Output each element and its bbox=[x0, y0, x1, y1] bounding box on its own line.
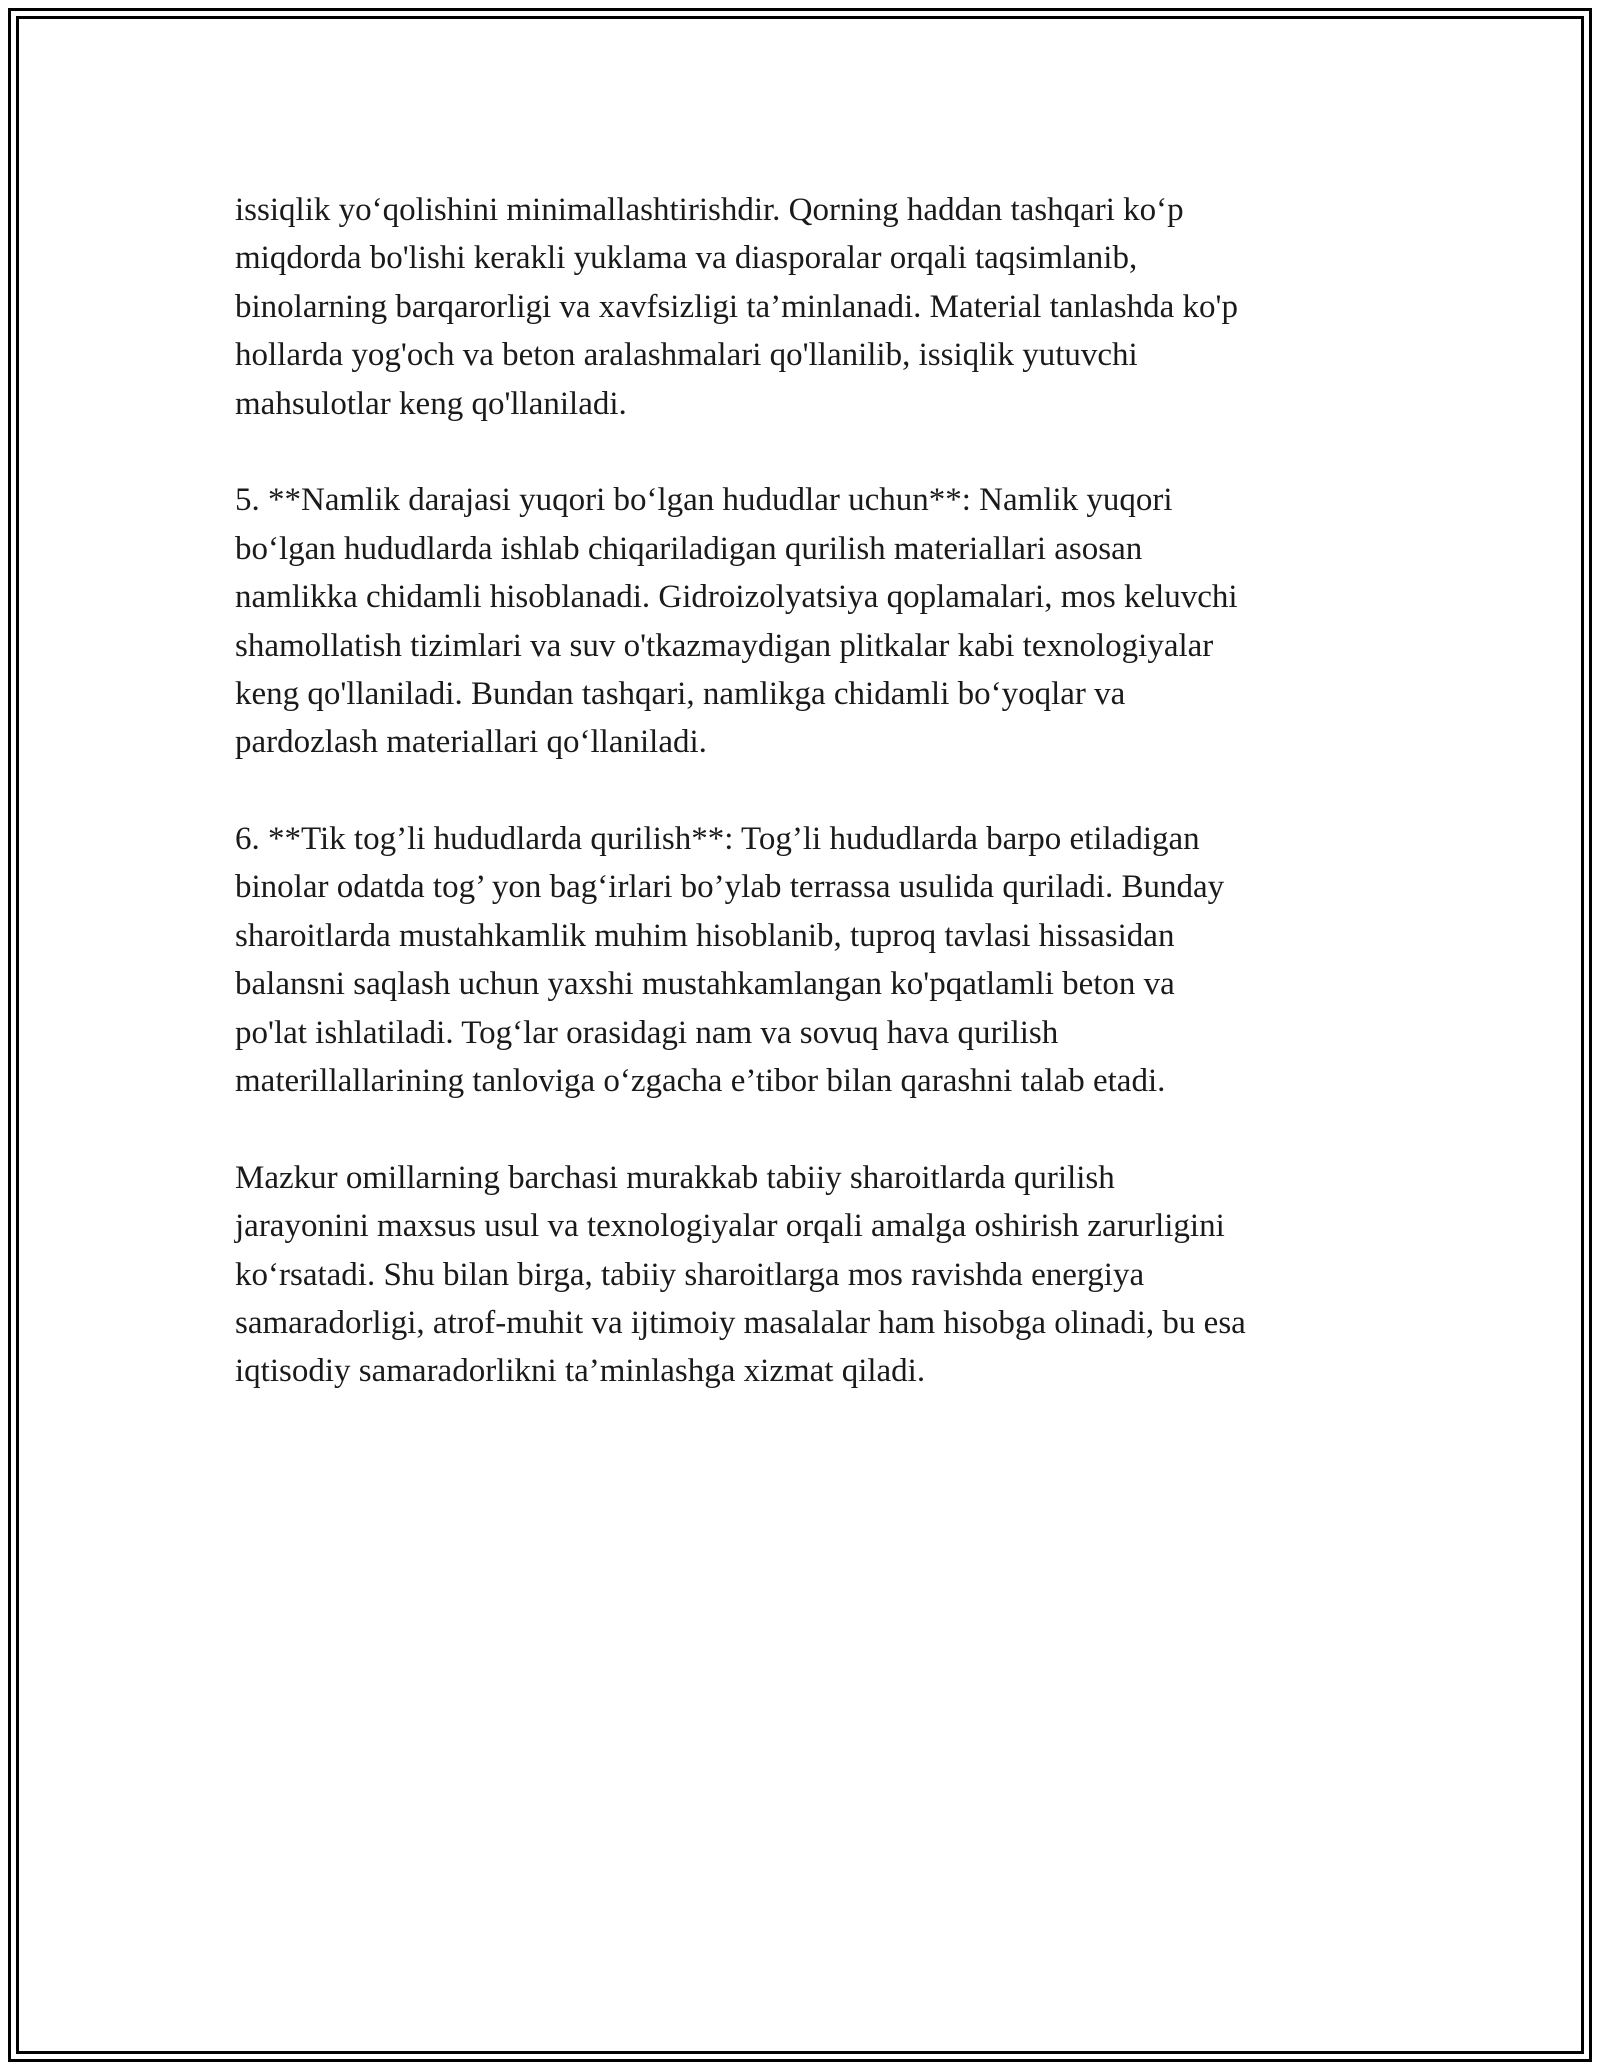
text-line: shamollatish tizimlari va suv o'tkazmaydigan plitkalar kabi texnologiyalar bbox=[235, 627, 1214, 664]
text-line: binolarning barqarorligi va xavfsizligi ta’minlanadi. Material tanlashda ko'p bbox=[235, 288, 1238, 325]
text-line: mahsulotlar keng qo'llaniladi. bbox=[235, 385, 627, 422]
text-line: miqdorda bo'lishi kerakli yuklama va diasporalar orqali taqsimlanib, bbox=[235, 240, 1138, 277]
paragraph-item-6 bbox=[235, 815, 1385, 1105]
text-line: balansni saqlash uchun yaxshi mustahkamlangan ko'pqatlamli beton va bbox=[235, 966, 1175, 1003]
text-line: materillallarining tanloviga o‘zgacha e’tibor bilan qarashni talab etadi. bbox=[235, 1063, 1166, 1100]
text-line: hollarda yog'och va beton aralashmalari qo'llanilib, issiqlik yutuvchi bbox=[235, 337, 1138, 374]
paragraph-continuation bbox=[235, 186, 1385, 428]
text-line: sharoitlarda mustahkamlik muhim hisoblanib, tuproq tavlasi hissasidan bbox=[235, 917, 1175, 954]
text-line: 6. **Tik tog’li hududlarda qurilish**: Tog’li hududlarda barpo etiladigan bbox=[235, 821, 1200, 858]
text-line: binolar odatda tog’ yon bag‘irlari bo’ylab terrassa usulida quriladi. Bunday bbox=[235, 869, 1225, 906]
text-line: Mazkur omillarning barchasi murakkab tabiiy sharoitlarda qurilish bbox=[235, 1159, 1115, 1196]
text-line: issiqlik yo‘qolishini minimallashtirishdir. Qorning haddan tashqari ko‘p bbox=[235, 192, 1184, 228]
paragraph-conclusion bbox=[235, 1154, 1385, 1396]
text-line: jarayonini maxsus usul va texnologiyalar orqali amalga oshirish zarurligini bbox=[235, 1208, 1225, 1245]
paragraph-item-5 bbox=[235, 476, 1385, 766]
text-line: bo‘lgan hududlarda ishlab chiqariladigan qurilish materiallari asosan bbox=[235, 530, 1143, 567]
text-line: keng qo'llaniladi. Bundan tashqari, namlikga chidamli bo‘yoqlar va bbox=[235, 675, 1126, 712]
text-line: ko‘rsatadi. Shu bilan birga, tabiiy sharoitlarga mos ravishda energiya bbox=[235, 1256, 1145, 1293]
text-line: pardozlash materiallari qo‘llaniladi. bbox=[235, 724, 707, 761]
text-line: iqtisodiy samaradorlikni ta’minlashga xizmat qiladi. bbox=[235, 1353, 926, 1390]
document-body bbox=[235, 186, 1385, 1396]
text-line: 5. **Namlik darajasi yuqori bo‘lgan hududlar uchun**: Namlik yuqori bbox=[235, 482, 1173, 519]
text-line: namlikka chidamli hisoblanadi. Gidroizolyatsiya qoplamalari, mos keluvchi bbox=[235, 579, 1238, 616]
text-line: po'lat ishlatiladi. Tog‘lar orasidagi nam va sovuq hava qurilish bbox=[235, 1014, 1059, 1051]
text-line: samaradorligi, atrof-muhit va ijtimoiy masalalar ham hisobga olinadi, bu esa bbox=[235, 1304, 1246, 1341]
